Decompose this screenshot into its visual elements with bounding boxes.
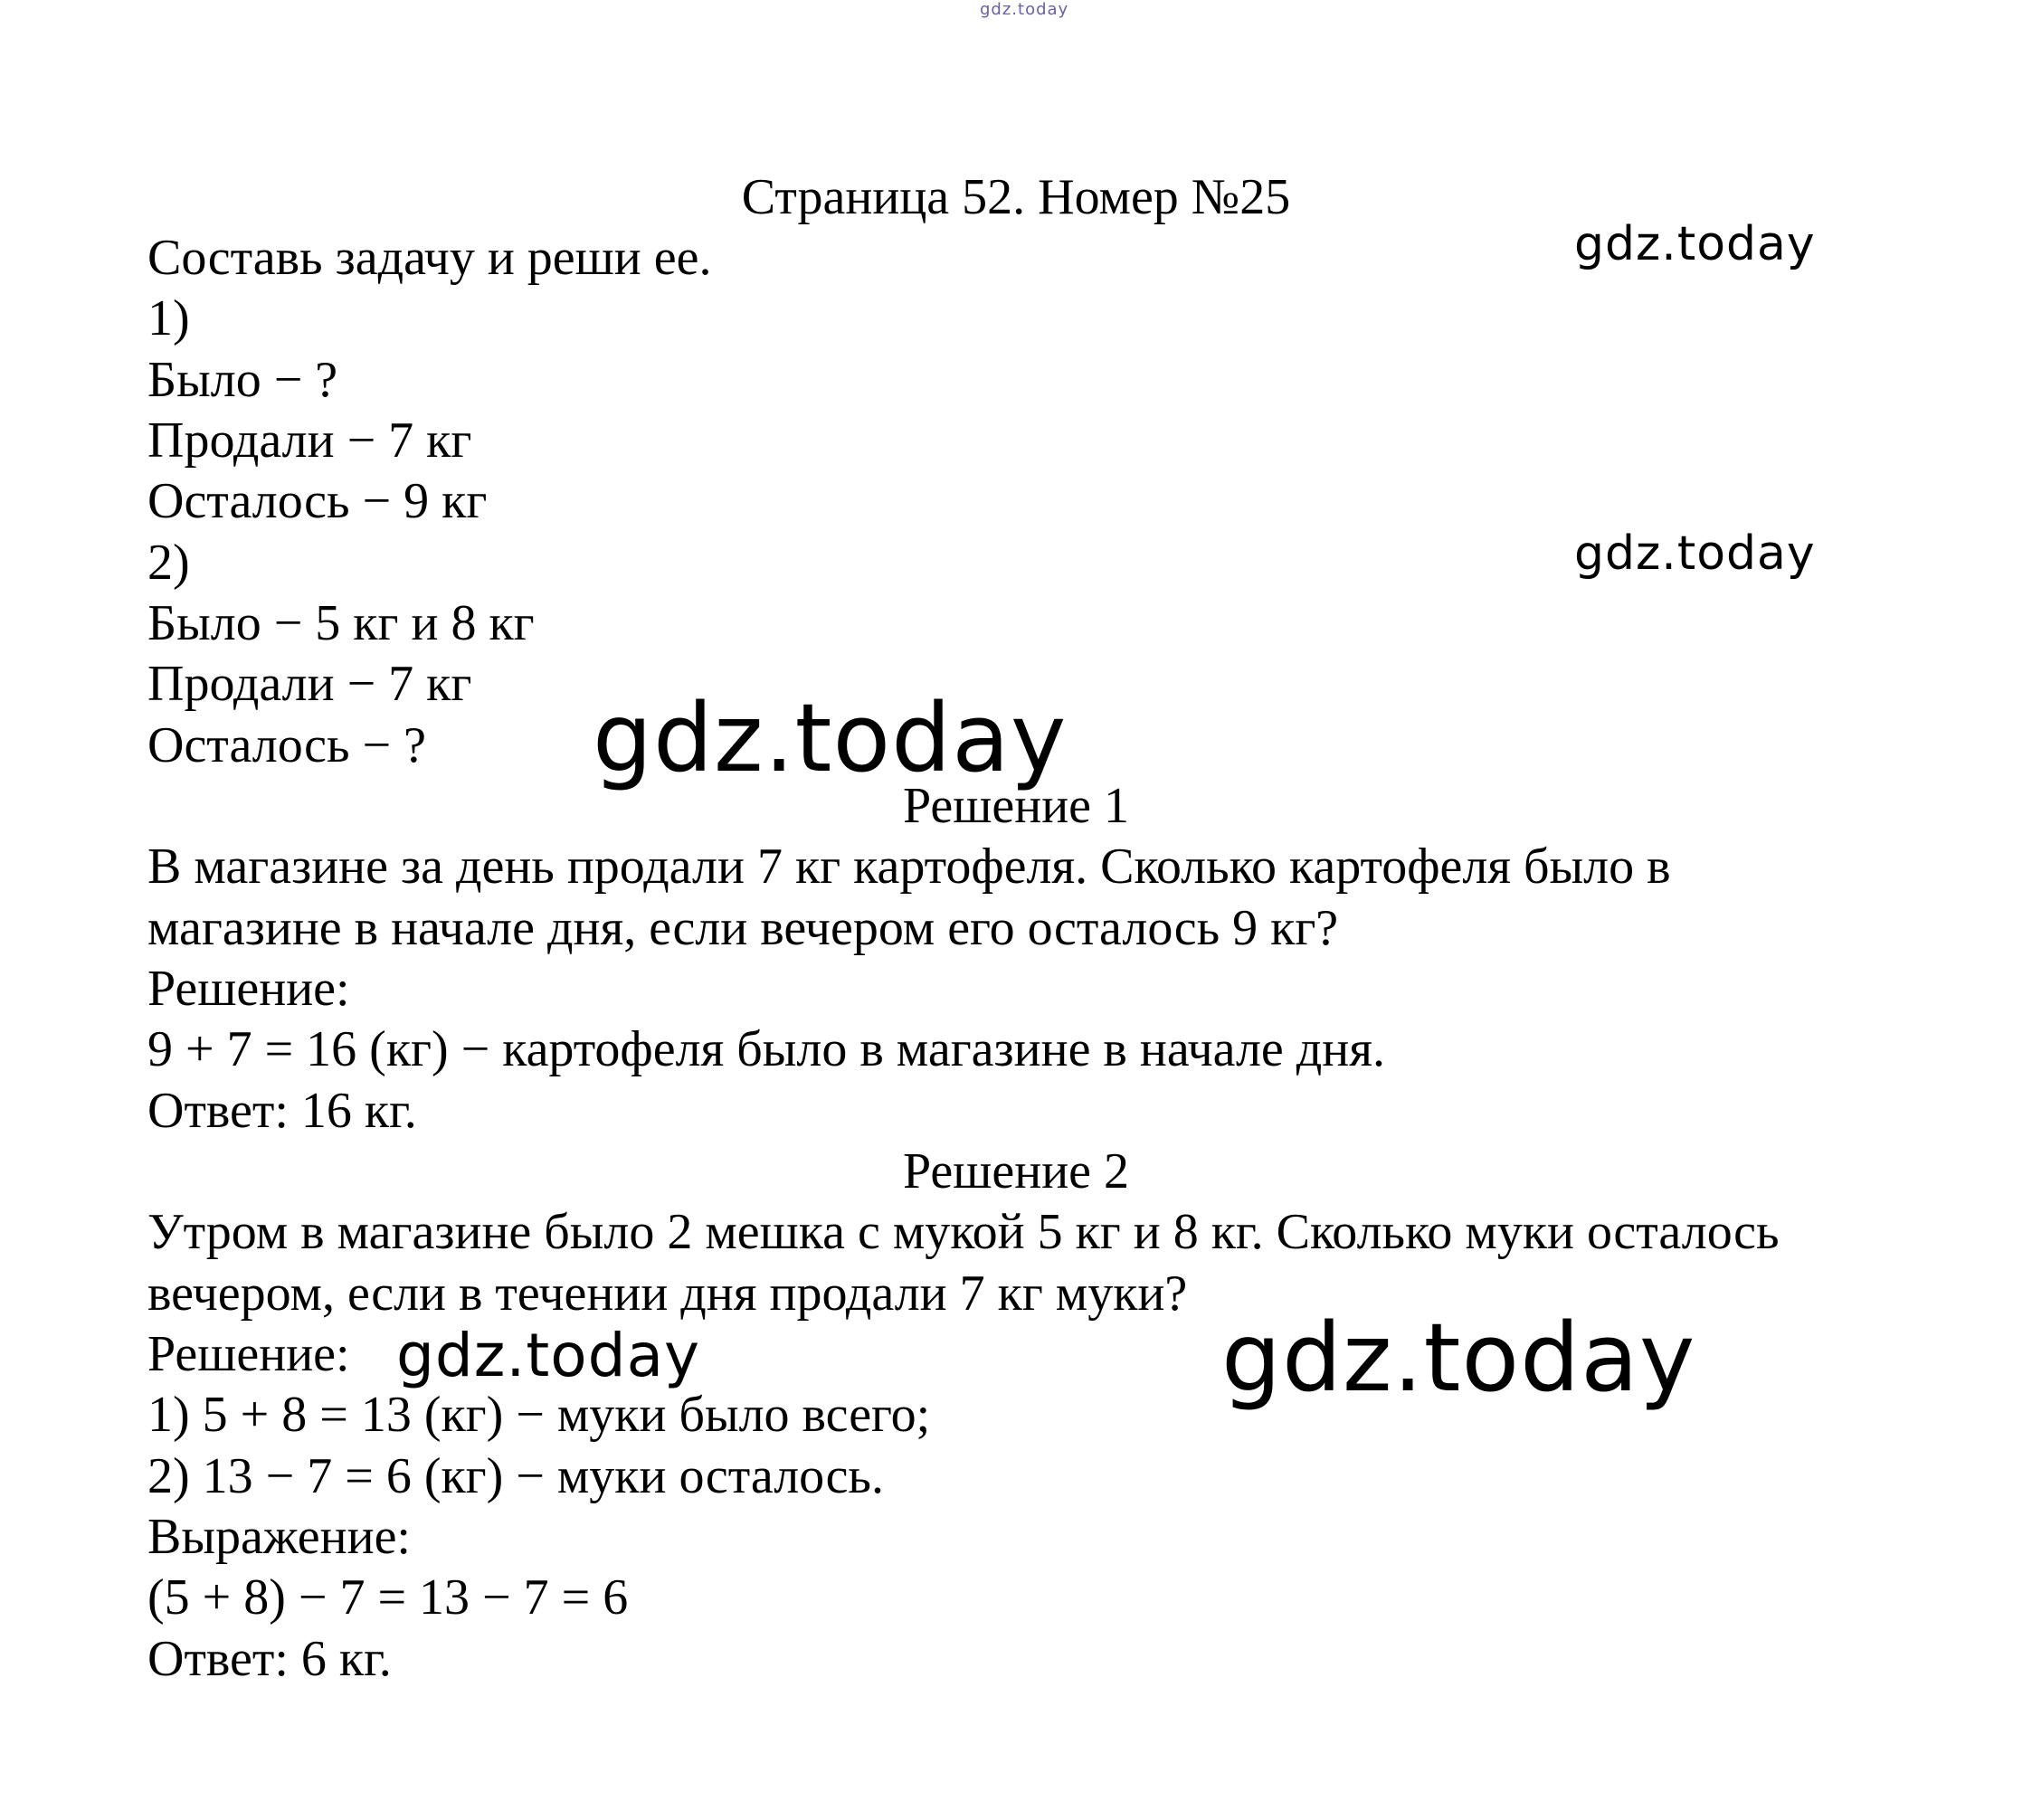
solution1-problem-line1: В магазине за день продали 7 кг картофеля. Сколько картофеля было в	[147, 839, 1671, 895]
page-title: Страница 52. Номер №25	[741, 169, 1291, 225]
part2-left: Осталось − ?	[147, 717, 426, 773]
solution2-step1: 1) 5 + 8 = 13 (кг) − муки было всего;	[147, 1387, 931, 1443]
watermark: gdz.today	[1221, 1303, 1696, 1413]
solution2-heading: Решение 2	[902, 1143, 1130, 1199]
solution1-label: Решение:	[147, 961, 350, 1017]
watermark-top: gdz.today	[980, 0, 1069, 19]
solution2-step2: 2) 13 − 7 = 6 (кг) − муки осталось.	[147, 1448, 884, 1504]
solution2-expression: (5 + 8) − 7 = 13 − 7 = 6	[147, 1569, 629, 1626]
solution2-problem-line2: вечером, если в течении дня продали 7 кг муки?	[147, 1265, 1188, 1322]
solution2-problem-line1: Утром в магазине было 2 мешка с мукой 5 кг и 8 кг. Сколько муки осталось	[147, 1204, 1780, 1260]
solution1-problem-line2: магазине в начале дня, если вечером его осталось 9 кг?	[147, 900, 1339, 956]
watermark: gdz.today	[1574, 217, 1816, 271]
part2-sold: Продали − 7 кг	[147, 656, 472, 712]
solution1-answer: Ответ: 16 кг.	[147, 1083, 417, 1139]
task-instruction: Составь задачу и реши ее.	[147, 230, 712, 286]
watermark: gdz.today	[593, 683, 1068, 793]
solution2-label: Решение:	[147, 1326, 350, 1382]
part1-left: Осталось − 9 кг	[147, 473, 488, 529]
part1-sold: Продали − 7 кг	[147, 412, 472, 469]
watermark: gdz.today	[1574, 526, 1816, 581]
solution2-expression-label: Выражение:	[147, 1509, 411, 1565]
solution1-step: 9 + 7 = 16 (кг) − картофеля было в магазине в начале дня.	[147, 1021, 1385, 1077]
part2-label: 2)	[147, 535, 190, 591]
part1-label: 1)	[147, 290, 190, 346]
solution2-answer: Ответ: 6 кг.	[147, 1631, 392, 1687]
solution1-heading: Решение 1	[902, 778, 1130, 834]
part2-had: Было − 5 кг и 8 кг	[147, 595, 535, 651]
watermark: gdz.today	[396, 1321, 701, 1390]
part1-had: Было − ?	[147, 352, 338, 408]
